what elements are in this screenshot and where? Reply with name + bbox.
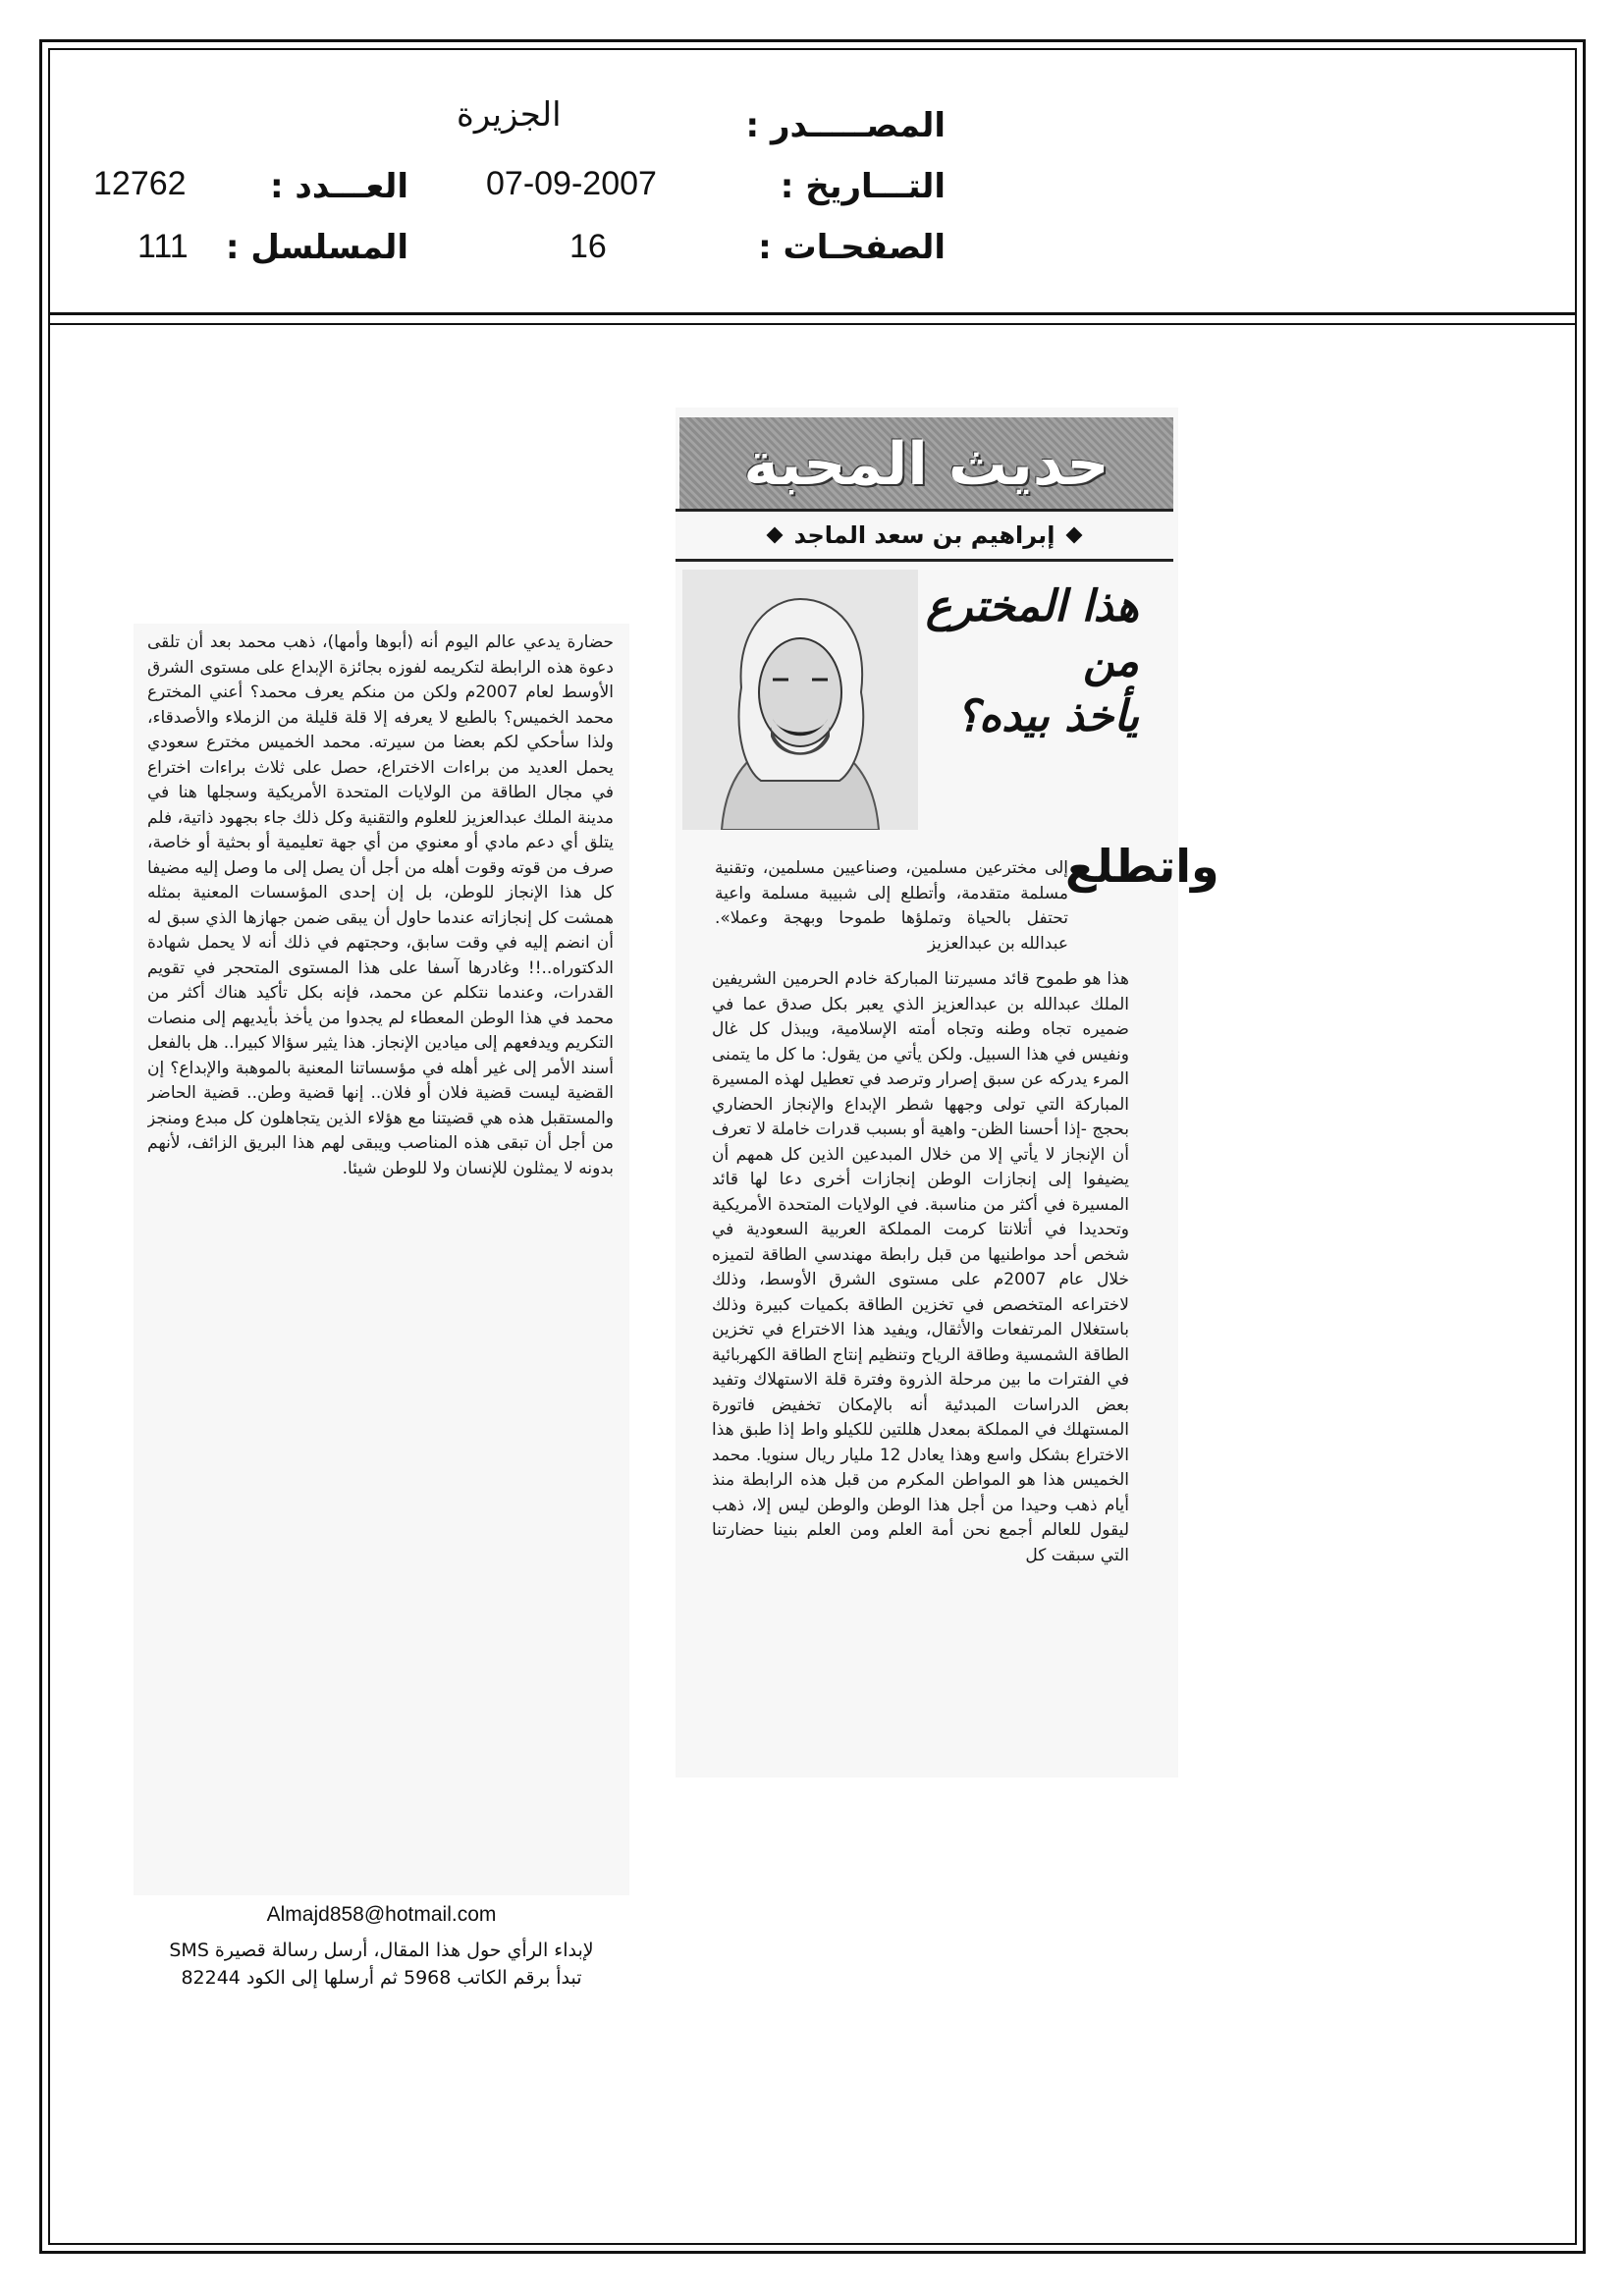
article-headline xyxy=(913,579,1139,744)
serial-label: المسلسل : xyxy=(225,228,408,267)
serial-value: 111 xyxy=(137,228,189,265)
headline-line1: هذا المخترع من xyxy=(925,581,1139,686)
sms-note-line1: لإبداء الرأي حول هذا المقال، أرسل رسالة قصيرة SMS xyxy=(169,1940,594,1961)
sms-note-line2: تبدأ برقم الكاتب 5968 ثم أرسلها إلى الكود 82244 xyxy=(181,1967,582,1989)
sms-note xyxy=(134,1937,629,1992)
portrait-icon xyxy=(682,570,918,830)
section-title: حديث المحبة xyxy=(743,429,1109,499)
diamond-icon xyxy=(766,527,783,544)
issue-label: العـــدد : xyxy=(270,167,408,206)
section-banner xyxy=(679,417,1173,511)
date-value: 07-09-2007 xyxy=(486,165,657,202)
header-divider xyxy=(48,312,1577,315)
author-photo xyxy=(682,570,918,830)
date-label: التـــاريخ : xyxy=(780,167,946,206)
source-label: المصـــــدر : xyxy=(745,106,946,145)
lead-paragraph: إلى مخترعين مسلمين، وصناعيين مسلمين، وتقنية مسلمة متقدمة، وأتطلع إلى شبيبة مسلمة واعية تحتفل بالحياة وتملؤها طموحا وبهجة وعملا». عبدالله بن عبدالعزيز xyxy=(715,858,1068,954)
source-value: الجزيرة xyxy=(457,96,562,134)
lead-word: واتطلع xyxy=(1065,840,1219,893)
byline xyxy=(676,509,1173,562)
header-divider-inner xyxy=(48,323,1577,325)
article-body-left: حضارة يدعي عالم اليوم أنه (أبوها وأمها)، ذهب محمد بعد أن تلقى دعوة هذه الرابطة لتكريمه لفوزه بجائزة الإبداع على مستوى الشرق الأوسط لعام 2007م ولكن من منكم يعرف محمد؟ أعني المخترع محمد الخميس؟ بالطبع لا يعرفه إلا قلة قليلة من الزملاء والأصدقاء، ولذا سأحكي لكم بعضا من سيرته. محمد الخميس مخترع سعودي يحمل العديد من براءات الاختراع، حصل على ثلاث براءات اختراع في مجال الطاقة من الولايات المتحدة الأمريكية وسجلها هنا في مدينة الملك عبدالعزيز للعلوم والتقنية وكل ذلك جاء بجهود ذاتية، فلم يتلق أي دعم مادي أو معنوي من أي جهة تعليمية أو بحثية أو خاصة، صرف من قوته وقوت أهله من أجل أن يصل إلى ما وصل إليه مضيفا كل هذا الإنجاز للوطن، بل إن إحدى المؤسسات المعنية بمثله همشت كل إنجازاته عندما حاول أن يبقى ضمن جهازها الذي سبق له أن انضم إليه في وقت سابق، وحجتهم في ذلك أنه لا يحمل شهادة الدكتوراه..!! وغادرها آسفا على هذا المستوى المتحجر في تقويم القدرات، وعندما نتكلم عن محمد، فإنه بكل تأكيد هناك أكثر من محمد في هذا الوطن المعطاء لم يجدوا من يأخذ بأيديهم إلى منصات التكريم ويدفعهم إلى ميادين الإنجاز. هذا يثير سؤالا كبيرا.. هل بالفعل أسند الأمر إلى غير أهله في مؤسساتنا المعنية بالموهبة والإبداع؟ إن القضية ليست قضية فلان أو فلان.. إنها قضية وطن.. قضية الحاضر والمستقبل هذه هي قضيتنا مع هؤلاء الذين يتجاهلون كل مبدع ومنجز من أجل أن تبقى هذه المناصب ويبقى لهم هذا البريق الزائف، لأنهم بدونه لا يمثلون للإنسان ولا للوطن شيئا. xyxy=(147,632,614,1178)
author-email: Almajd858@hotmail.com xyxy=(266,1903,497,1926)
diamond-icon xyxy=(1066,527,1083,544)
issue-value: 12762 xyxy=(93,165,187,202)
pages-label: الصفحـات : xyxy=(758,228,946,267)
pages-value: 16 xyxy=(569,228,607,265)
article-body-right: هذا هو طموح قائد مسيرتنا المباركة خادم الحرمين الشريفين الملك عبدالله بن عبدالعزيز الذي يعبر بكل صدق عما في ضميره تجاه وطنه وتجاه أمته الإسلامية، ويبذل كل غال ونفيس في هذا السبيل. ولكن يأتي من يقول: ما كل ما يتمنى المرء يدركه عن سبق إصرار وترصد في تعطيل لهذه المسيرة المباركة التي تولى وجهها شطر الإبداع والإنجاز الحضاري بحجج -إذا أحسنا الظن- واهية أو بسبب قدرات خاملة لا تعرف أن الإنجاز لا يأتي إلا من خلال المبدعين الذين كل همهم أن يضيفوا إلى إنجازات الوطن إنجازات أخرى دعا لها قائد المسيرة في أكثر من مناسبة. في الولايات المتحدة الأمريكية وتحديدا في أتلانتا كرمت المملكة العربية السعودية في شخص أحد مواطنيها من قبل رابطة مهندسي الطاقة لتميزه خلال عام 2007م على مستوى الشرق الأوسط، وذلك لاختراعه المتخصص في تخزين الطاقة بكميات كبيرة وذلك باستغلال المرتفعات والأثقال، ويفيد هذا الاختراع في تخزين الطاقة الشمسية وطاقة الرياح وتنظيم إنتاج الطاقة الكهربائية في الفترات ما بين مرحلة الذروة وفترة قلة الاستهلاك وتفيد بعض الدراسات المبدئية أنه بالإمكان تخفيض فاتورة المستهلك في المملكة بمعدل هللتين للكيلو واط إذا طبق هذا الاختراع بشكل واسع وهذا يعادل 12 مليار ريال سنويا. محمد الخميس هذا هو المواطن المكرم من قبل هذه الرابطة منذ أيام ذهب وحيدا من أجل هذا الوطن والوطن ليس إلا، ذهب ليقول للعالم أجمع نحن أمة العلم ومن العلم بنينا حضارتنا التي سبقت كل xyxy=(712,969,1129,1565)
author-name: إبراهيم بن سعد الماجد xyxy=(793,521,1055,549)
headline-line2: يأخذ بيده؟ xyxy=(955,691,1139,741)
